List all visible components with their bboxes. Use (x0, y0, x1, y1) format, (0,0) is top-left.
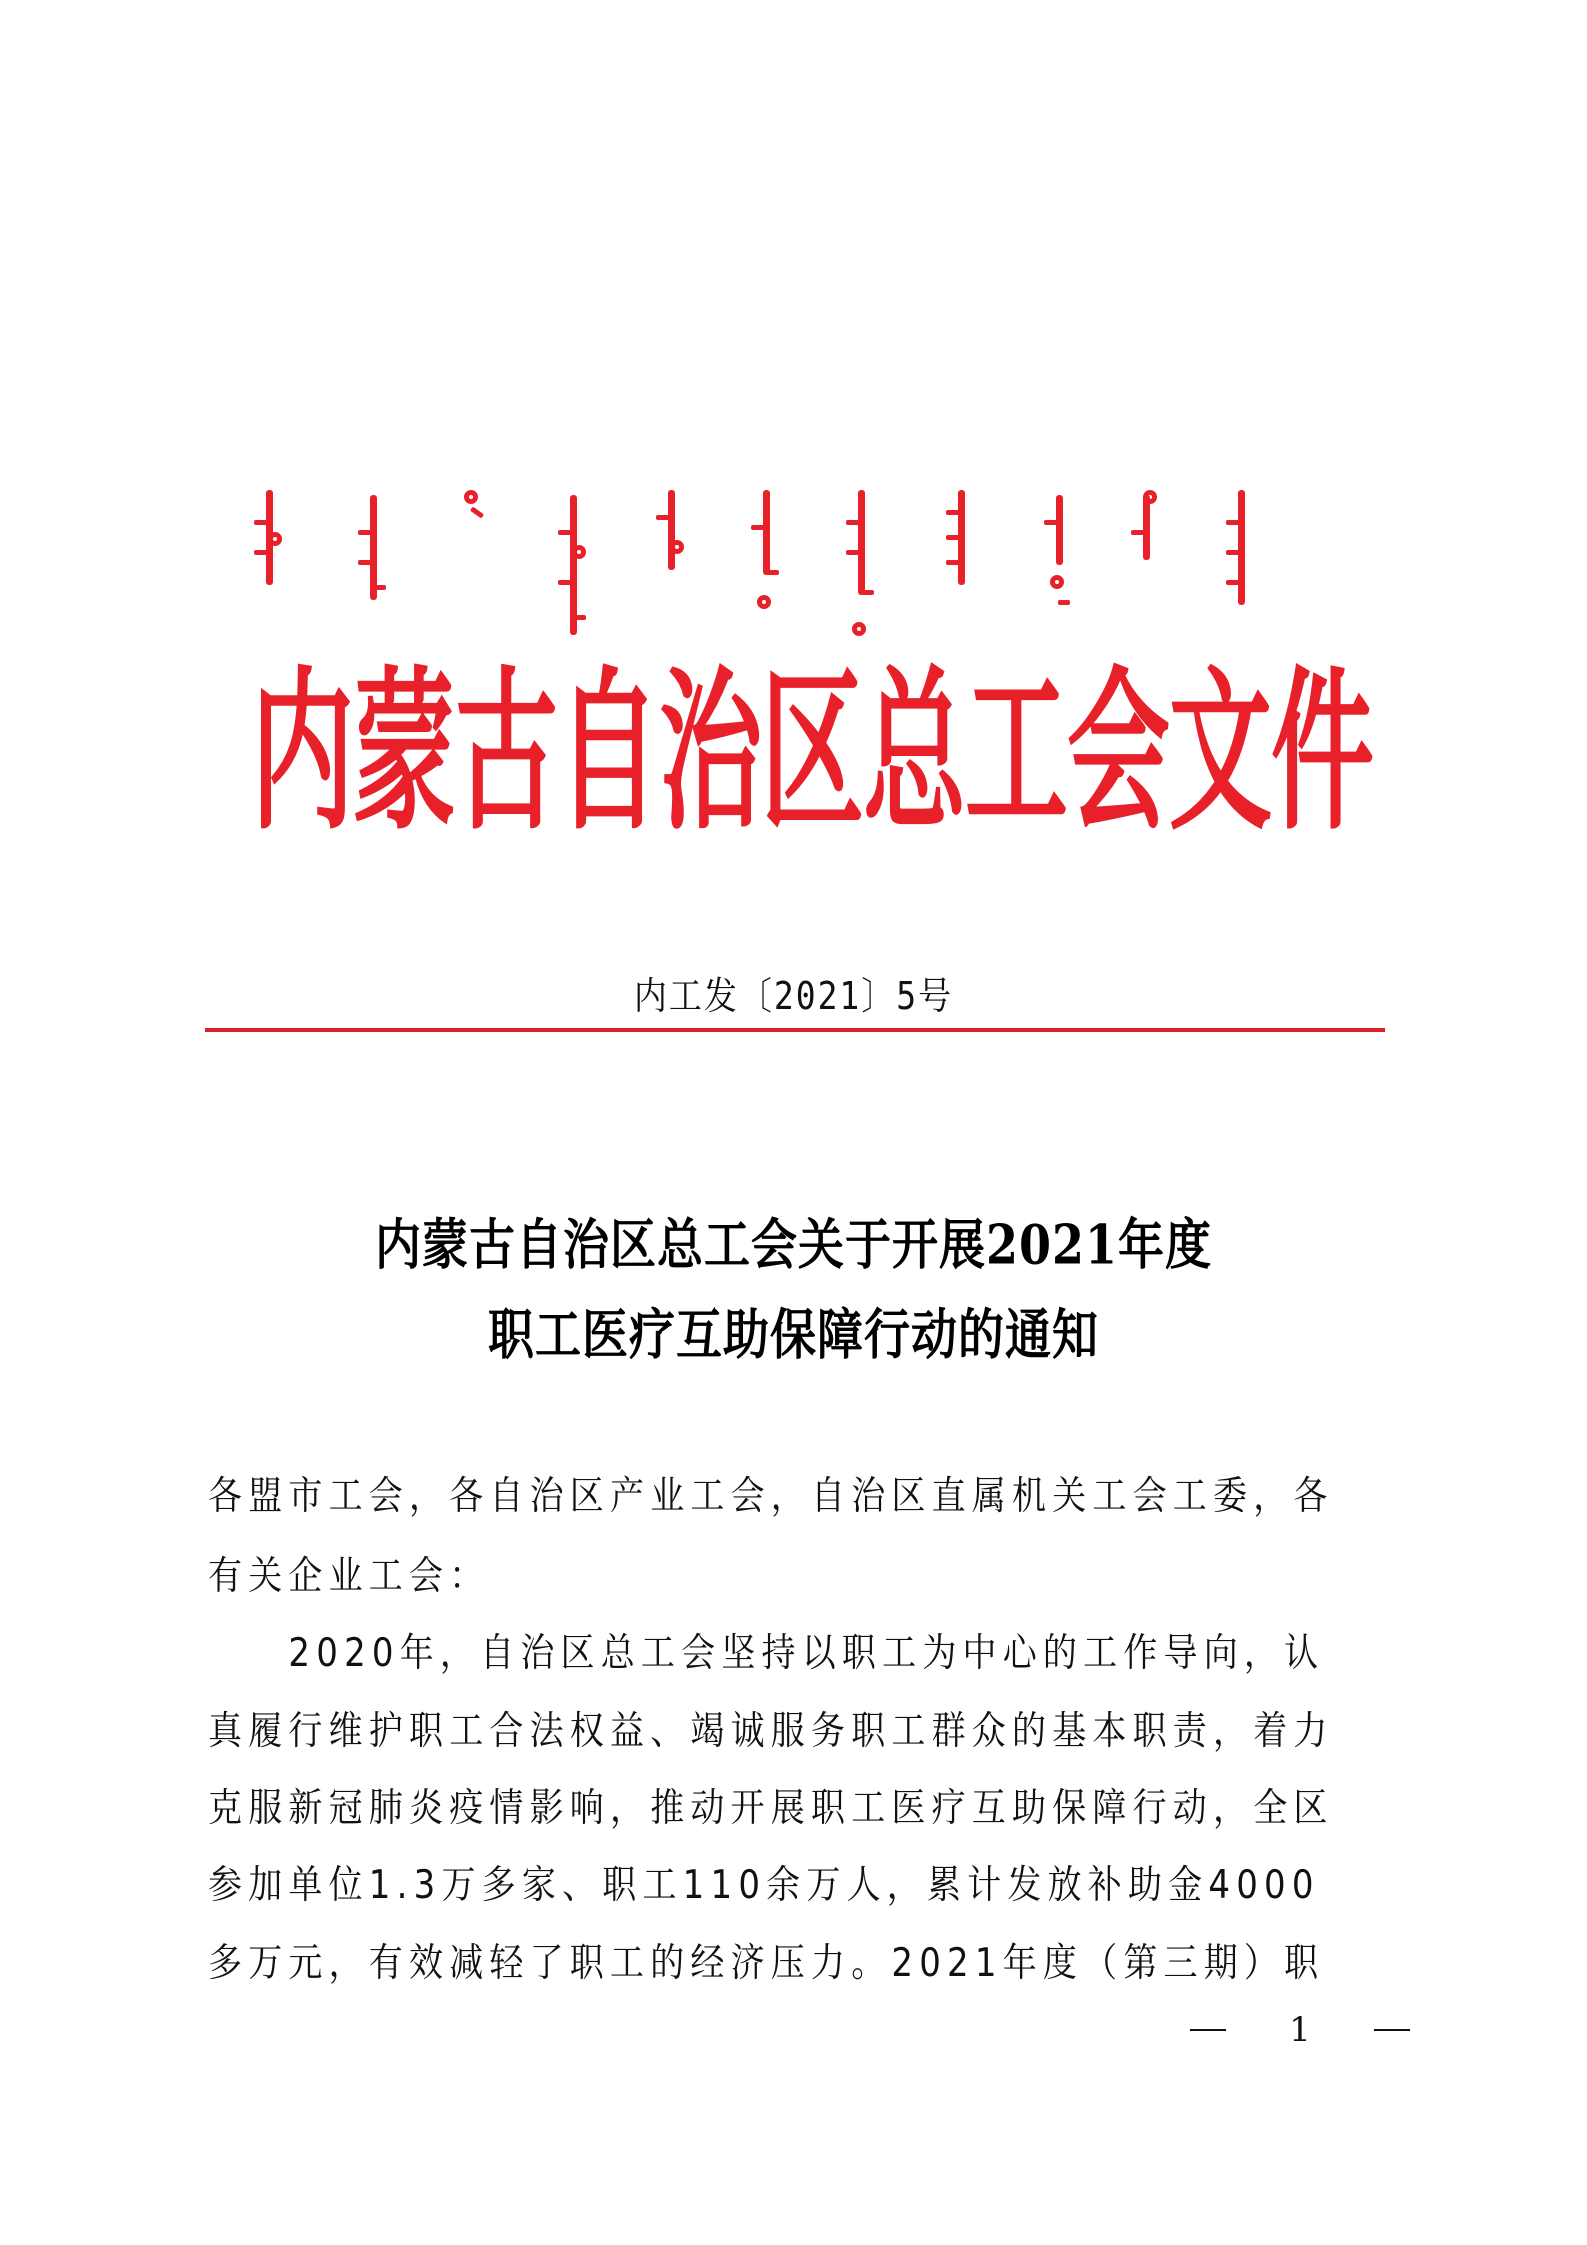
letterhead-char: 内 (251, 650, 354, 855)
letterhead-char: 蒙 (353, 650, 456, 855)
page-number-value: 1 (1289, 2010, 1311, 2050)
document-title-line-1: 内蒙古自治区总工会关于开展2021年度 (374, 1212, 1213, 1277)
letterhead-char: 区 (761, 650, 864, 855)
body-line: 参加单位1.3万多家、职工110余万人，累计发放补助金4000 (208, 1862, 1320, 1909)
document-number: 内工发〔2021〕5号 (633, 973, 954, 1019)
letterhead-char: 治 (659, 650, 762, 855)
letterhead-char: 文 (1169, 650, 1272, 855)
body-line: 克服新冠肺炎疫情影响，推动开展职工医疗互助保障行动，全区 (208, 1785, 1334, 1832)
letterhead-char: 古 (455, 650, 558, 855)
body-line: 多万元，有效减轻了职工的经济压力。2021年度（第三期）职 (208, 1940, 1325, 1987)
letterhead-char: 会 (1067, 650, 1170, 855)
red-divider (205, 1028, 1385, 1032)
body-line: 各盟市工会，各自治区产业工会，自治区直属机关工会工委，各 (208, 1473, 1334, 1520)
letterhead-char: 工 (965, 650, 1068, 855)
mongolian-letterhead (250, 490, 1340, 650)
body-line: 真履行维护职工合法权益、竭诚服务职工群众的基本职责，着力 (208, 1708, 1334, 1755)
document-title-line-2: 职工医疗互助保障行动的通知 (488, 1302, 1099, 1367)
letterhead-char: 自 (557, 650, 660, 855)
letterhead-char: 件 (1271, 650, 1374, 855)
letterhead-char: 总 (863, 650, 966, 855)
body-line: 2020年，自治区总工会坚持以职工为中心的工作导向，认 (208, 1630, 1325, 1677)
body-line: 有关企业工会： (208, 1553, 490, 1600)
page-number (1190, 2010, 1410, 2050)
dash-left (1190, 2029, 1226, 2031)
letterhead-title (240, 650, 1374, 855)
dash-right (1374, 2029, 1410, 2031)
